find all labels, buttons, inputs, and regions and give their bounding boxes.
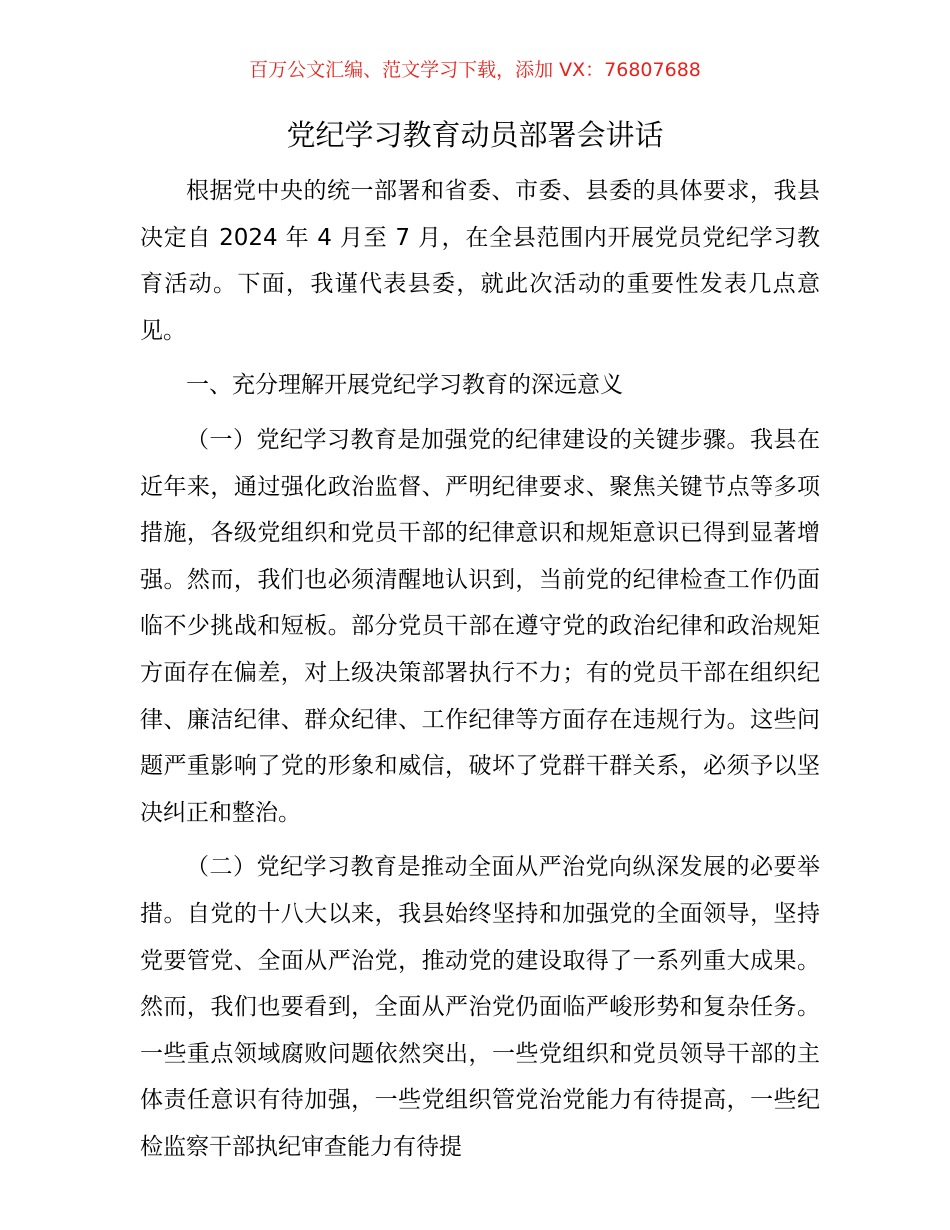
subsection-paragraph-1: （一）党纪学习教育是加强党的纪律建设的关键步骤。我县在近年来，通过强化政治监督、严明纪律要求、聚焦关键节点等多项措施，各级党组织和党员干部的纪律意识和规矩意识已得到显著增强。然而，我们也必须清醒地认识到，当前党的纪律检查工作仍面临不少挑战和短板。部分党员干部在遵守党的政治纪律和政治规矩方面存在偏差，对上级决策部署执行不力；有的党员干部在组织纪律、廉洁纪律、群众纪律、工作纪律等方面存在违规行为。这些问题严重影响了党的形象和威信，破坏了党群干群关系，必须予以坚决纠正和整治。 [140,426,820,826]
section-heading-1: 一、充分理解开展党纪学习教育的深远意义 [186,372,623,399]
intro-paragraph: 根据党中央的统一部署和省委、市委、县委的具体要求，我县决定自 2024 年 4 月至 7 月，在全县范围内开展党员党纪学习教育活动。下面，我谨代表县委，就此次活动的重要性发表几点意见。 [140,178,820,344]
document-title: 党纪学习教育动员部署会讲话 [286,118,664,152]
subsection-paragraph-2: （二）党纪学习教育是推动全面从严治党向纵深发展的必要举措。自党的十八大以来，我县始终坚持和加强党的全面领导，坚持党要管党、全面从严治党，推动党的建设取得了一系列重大成果。然而，我们也要看到，全面从严治党仍面临严峻形势和复杂任务。一些重点领域腐败问题依然突出，一些党组织和党员领导干部的主体责任意识有待加强，一些党组织管党治党能力有待提高，一些纪检监察干部执纪审查能力有待提 [140,854,820,1160]
document-body [140,168,820,1178]
download-notice: 百万公文汇编、范文学习下载，添加 VX：76807688 [249,59,701,81]
